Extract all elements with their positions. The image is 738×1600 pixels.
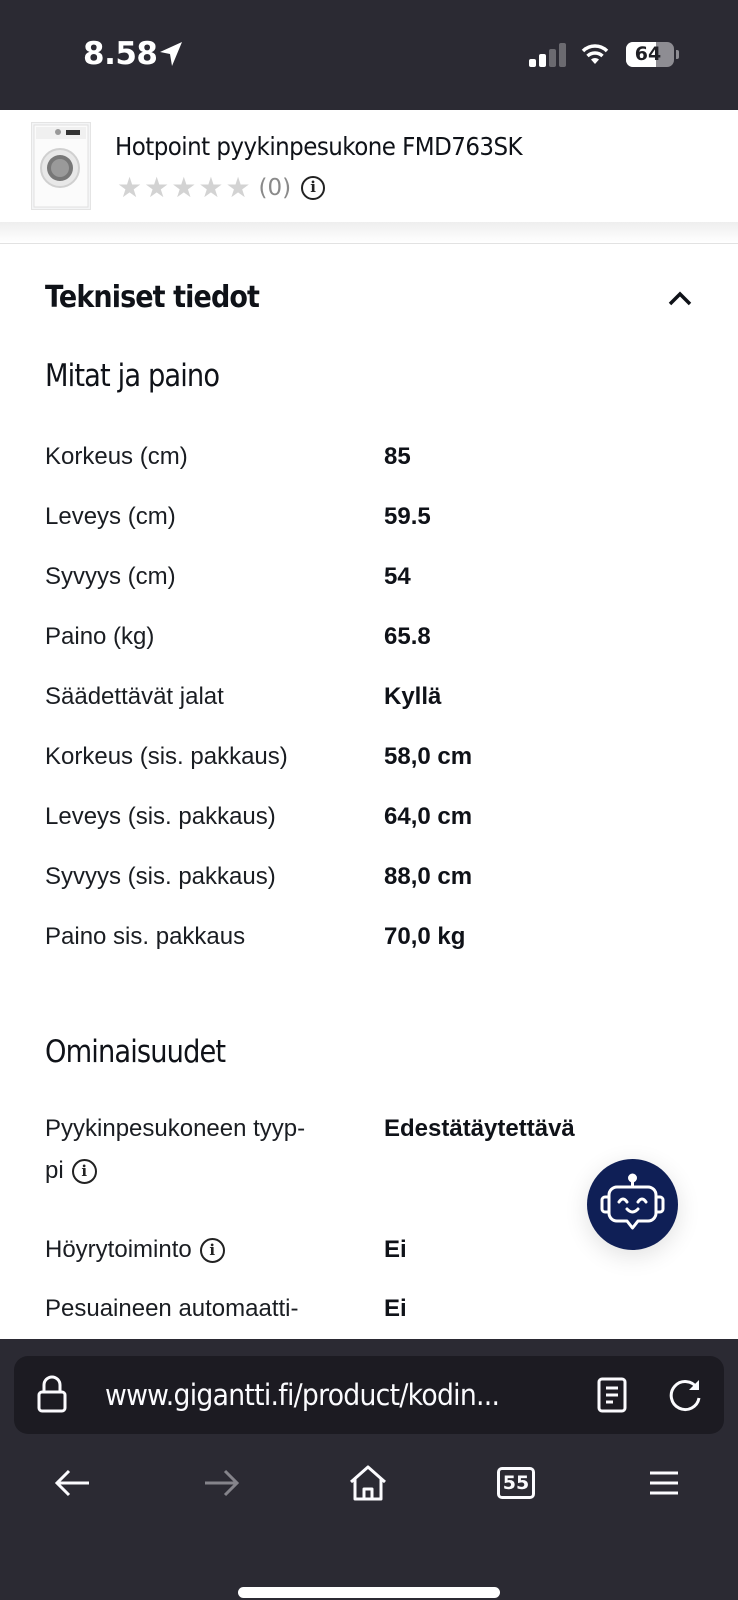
- wifi-icon: [580, 42, 610, 66]
- home-button[interactable]: [342, 1457, 394, 1509]
- chatbot-button[interactable]: [587, 1159, 678, 1250]
- arrow-left-icon: [53, 1468, 93, 1498]
- spec-value: Edestätäytettävä: [384, 1115, 575, 1142]
- robot-icon: [587, 1159, 678, 1250]
- spec-label: Säädettävät jalat: [45, 683, 224, 710]
- spec-label-text: Höyrytoiminto: [45, 1236, 192, 1263]
- star-icon: ★: [198, 172, 224, 203]
- spec-row: [45, 923, 695, 963]
- washing-machine-icon: [32, 123, 90, 209]
- product-sticky-header[interactable]: [0, 110, 738, 222]
- section-title[interactable]: Tekniset tiedot: [45, 280, 260, 315]
- spec-value: 64,0 cm: [384, 803, 473, 830]
- url-bar[interactable]: [14, 1356, 724, 1434]
- back-button[interactable]: [47, 1457, 99, 1509]
- spec-label: [45, 1236, 225, 1264]
- spec-label: Leveys (sis. pakkaus): [45, 803, 276, 830]
- spec-row: [45, 1295, 695, 1335]
- spec-label-line2: pi: [45, 1157, 64, 1184]
- tabs-button[interactable]: [490, 1457, 542, 1509]
- menu-button[interactable]: [638, 1457, 690, 1509]
- tab-count: 55: [497, 1467, 535, 1499]
- spec-value: Kyllä: [384, 683, 442, 710]
- spec-value: 85: [384, 443, 411, 470]
- browser-toolbar: [0, 1339, 738, 1600]
- cellular-signal-icon: [529, 43, 567, 67]
- reader-mode-icon[interactable]: [596, 1376, 628, 1414]
- spec-value: 88,0 cm: [384, 863, 473, 890]
- info-icon[interactable]: i: [301, 176, 325, 200]
- spec-value: 65.8: [384, 623, 431, 650]
- product-image[interactable]: [31, 122, 91, 210]
- arrow-right-icon: [201, 1468, 241, 1498]
- spec-row: [45, 683, 695, 723]
- spec-row: [45, 803, 695, 843]
- battery-level: 64: [634, 43, 662, 65]
- forward-button[interactable]: [195, 1457, 247, 1509]
- reload-icon[interactable]: [666, 1376, 704, 1414]
- group-title-dimensions: Mitat ja paino: [45, 358, 220, 394]
- spec-label: Paino sis. pakkaus: [45, 923, 246, 950]
- home-indicator[interactable]: [238, 1587, 500, 1598]
- spec-value: 59.5: [384, 503, 431, 530]
- spec-label: [45, 1115, 305, 1185]
- spec-label: Korkeus (sis. pakkaus): [45, 743, 288, 770]
- info-icon[interactable]: i: [200, 1238, 225, 1263]
- group-title-features: Ominaisuudet: [45, 1034, 226, 1070]
- spec-value: 58,0 cm: [384, 743, 473, 770]
- spec-row: [45, 623, 695, 663]
- lock-icon: [36, 1374, 68, 1414]
- hamburger-menu-icon: [648, 1470, 680, 1496]
- star-icon: ★: [225, 172, 251, 203]
- battery-icon: [626, 42, 674, 67]
- spec-row: [45, 563, 695, 603]
- star-icon: ★: [117, 172, 143, 203]
- info-icon[interactable]: i: [72, 1159, 97, 1184]
- spec-value: Ei: [384, 1236, 407, 1263]
- spec-label: Syvyys (cm): [45, 563, 176, 590]
- spec-row: [45, 443, 695, 483]
- status-bar: [0, 0, 738, 110]
- chevron-up-icon[interactable]: [665, 286, 695, 310]
- spec-label: Leveys (cm): [45, 503, 176, 530]
- rating[interactable]: [117, 174, 325, 202]
- header-divider: [0, 222, 738, 244]
- location-arrow-icon: [158, 40, 184, 68]
- spec-label: Korkeus (cm): [45, 443, 188, 470]
- star-icon: ★: [171, 172, 197, 203]
- rating-count: (0): [258, 175, 292, 201]
- spec-label-line1: Pyykinpesukoneen tyyp-: [45, 1115, 306, 1142]
- spec-label: Pesuaineen automaatti-: [45, 1295, 299, 1322]
- status-time: 8.58: [83, 36, 158, 72]
- product-title: Hotpoint pyykinpesukone FMD763SK: [115, 132, 523, 161]
- star-icon: ★: [144, 172, 170, 203]
- spec-label: Syvyys (sis. pakkaus): [45, 863, 276, 890]
- spec-row: [45, 863, 695, 903]
- spec-label: Paino (kg): [45, 623, 155, 650]
- home-icon: [347, 1463, 389, 1503]
- spec-value: 70,0 kg: [384, 923, 466, 950]
- spec-row: [45, 743, 695, 783]
- url-text[interactable]: www.gigantti.fi/product/kodin...: [105, 1378, 500, 1412]
- spec-value: Ei: [384, 1295, 407, 1322]
- spec-row: [45, 503, 695, 543]
- spec-value: 54: [384, 563, 411, 590]
